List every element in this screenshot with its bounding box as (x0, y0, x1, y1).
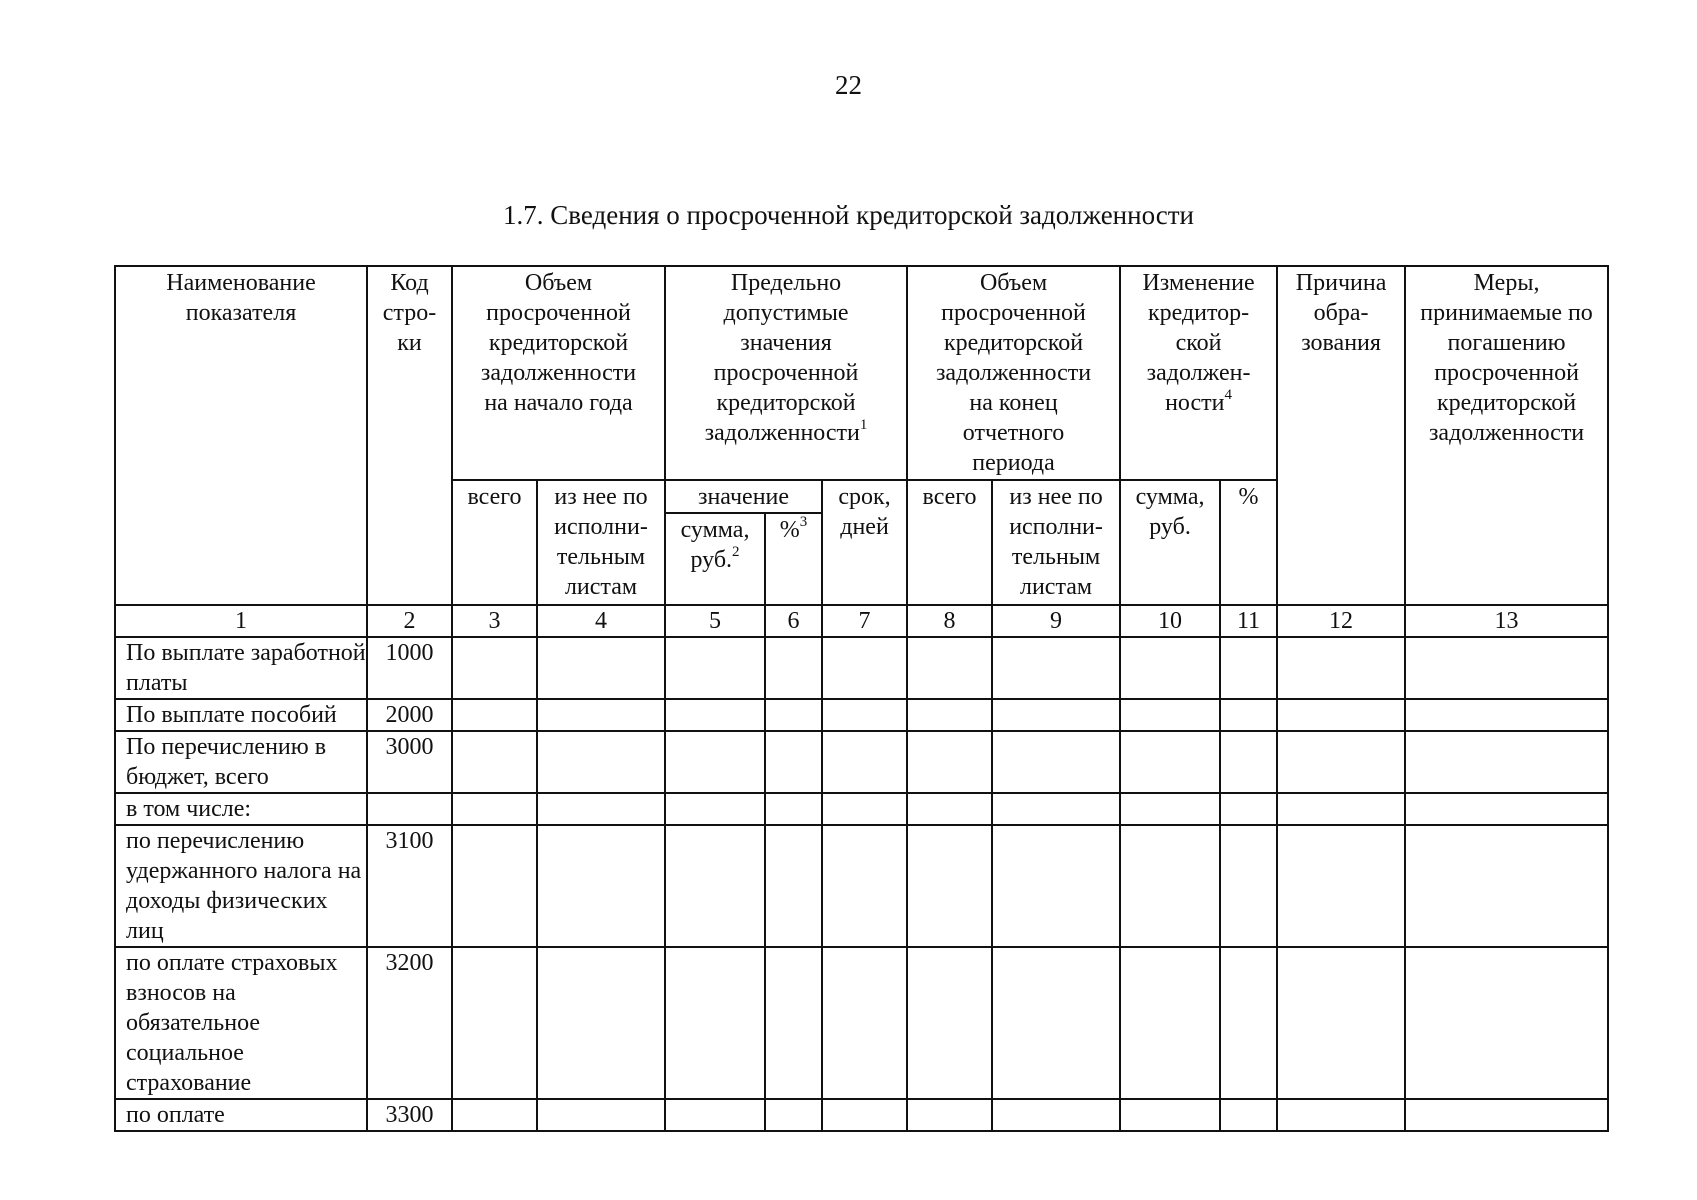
data-cell[interactable] (1120, 793, 1220, 825)
column-number: 10 (1120, 605, 1220, 637)
column-number: 1 (115, 605, 367, 637)
data-cell[interactable] (992, 699, 1120, 731)
data-cell[interactable] (822, 1099, 907, 1131)
data-cell[interactable] (1277, 637, 1405, 699)
data-cell[interactable] (1277, 793, 1405, 825)
header-total-end: всего (907, 480, 992, 605)
header-change-sum: сумма, руб. (1120, 480, 1220, 605)
header-percent: %$^3$ (765, 513, 822, 605)
data-cell[interactable] (1405, 825, 1608, 947)
row-name: в том числе: (115, 793, 367, 825)
row-code: 3100 (367, 825, 452, 947)
data-cell[interactable] (452, 699, 537, 731)
row-code: 1000 (367, 637, 452, 699)
header-value: значение (665, 480, 822, 513)
header-change-percent: % (1220, 480, 1277, 605)
data-cell[interactable] (992, 793, 1120, 825)
data-cell[interactable] (907, 699, 992, 731)
data-cell[interactable] (1220, 1099, 1277, 1131)
data-cell[interactable] (452, 1099, 537, 1131)
data-cell[interactable] (992, 1099, 1120, 1131)
row-code: 2000 (367, 699, 452, 731)
data-cell[interactable] (822, 793, 907, 825)
data-cell[interactable] (822, 731, 907, 793)
data-cell[interactable] (665, 637, 765, 699)
header-term: срок, дней (822, 480, 907, 605)
table-row (115, 637, 1608, 699)
header-change: Изменение кредитор-ской задолжен-ности$^4$ (1120, 266, 1277, 480)
data-cell[interactable] (1220, 947, 1277, 1099)
header-sum: сумма, руб.$^2$ (665, 513, 765, 605)
data-cell[interactable] (1277, 1099, 1405, 1131)
data-cell[interactable] (1220, 793, 1277, 825)
data-cell[interactable] (992, 637, 1120, 699)
data-cell[interactable] (537, 1099, 665, 1131)
data-cell[interactable] (907, 731, 992, 793)
data-cell[interactable] (1277, 731, 1405, 793)
table-row (115, 1099, 1608, 1131)
data-cell[interactable] (907, 793, 992, 825)
header-name: Наименование показателя (115, 266, 367, 605)
header-exec-sheets-end: из нее по исполни-тельным листам (992, 480, 1120, 605)
row-code: 3000 (367, 731, 452, 793)
column-number: 3 (452, 605, 537, 637)
header-volume-end: Объем просроченной кредиторской задолженности на конец отчетного периода (907, 266, 1120, 480)
data-cell[interactable] (452, 637, 537, 699)
data-cell[interactable] (765, 825, 822, 947)
data-cell[interactable] (1120, 825, 1220, 947)
data-cell[interactable] (665, 1099, 765, 1131)
header-limit: Предельно допустимые значения просроченной кредиторской задолженности$^1$ (665, 266, 907, 480)
row-name: по оплате (115, 1099, 367, 1131)
data-cell[interactable] (822, 825, 907, 947)
data-cell[interactable] (1120, 637, 1220, 699)
data-cell[interactable] (1120, 731, 1220, 793)
footnote-1: 1 (859, 417, 868, 433)
data-cell[interactable] (665, 825, 765, 947)
data-cell[interactable] (537, 793, 665, 825)
table-row (115, 731, 1608, 793)
column-number: 4 (537, 605, 665, 637)
footnote-2: 2 (732, 544, 740, 560)
data-cell[interactable] (1220, 699, 1277, 731)
page-number: 22 (835, 70, 862, 100)
data-cell[interactable] (907, 825, 992, 947)
row-name: По перечислению в бюджет, всего (115, 731, 367, 793)
table-row (115, 699, 1608, 731)
data-cell[interactable] (822, 699, 907, 731)
data-cell[interactable] (992, 825, 1120, 947)
data-cell[interactable] (1220, 637, 1277, 699)
column-number: 11 (1220, 605, 1277, 637)
data-cell[interactable] (765, 1099, 822, 1131)
data-cell[interactable] (1405, 793, 1608, 825)
data-cell[interactable] (992, 731, 1120, 793)
column-numbers-row (115, 605, 1608, 637)
data-cell[interactable] (537, 699, 665, 731)
table-row (115, 825, 1608, 947)
data-cell[interactable] (452, 731, 537, 793)
data-cell[interactable] (1220, 825, 1277, 947)
header-measures: Меры, принимаемые по погашению просроченной кредиторской задолженности (1405, 266, 1608, 605)
data-cell[interactable] (907, 637, 992, 699)
data-cell[interactable] (765, 947, 822, 1099)
header-volume-start: Объем просроченной кредиторской задолженности на начало года (452, 266, 665, 480)
column-number: 9 (992, 605, 1120, 637)
data-cell[interactable] (822, 637, 907, 699)
column-number: 12 (1277, 605, 1405, 637)
data-cell[interactable] (1120, 699, 1220, 731)
data-cell[interactable] (665, 699, 765, 731)
header-reason: Причина обра-зования (1277, 266, 1405, 605)
table-header (114, 265, 1609, 606)
row-name: по оплате страховых взносов на обязательное социальное страхование (115, 947, 367, 1099)
row-code: 3200 (367, 947, 452, 1099)
data-cell[interactable] (1405, 947, 1608, 1099)
data-cell[interactable] (1277, 825, 1405, 947)
data-cell[interactable] (907, 947, 992, 1099)
data-cell[interactable] (1120, 947, 1220, 1099)
footnote-3: 3 (799, 514, 808, 530)
data-cell[interactable] (452, 825, 537, 947)
row-name: По выплате заработной платы (115, 637, 367, 699)
data-cell[interactable] (665, 793, 765, 825)
data-cell[interactable] (765, 793, 822, 825)
table-row (115, 947, 1608, 1099)
data-cell[interactable] (765, 699, 822, 731)
data-cell[interactable] (1405, 731, 1608, 793)
data-cell[interactable] (665, 731, 765, 793)
column-number: 7 (822, 605, 907, 637)
header-code: Код стро-ки (367, 266, 452, 605)
data-cell[interactable] (1405, 1099, 1608, 1131)
data-cell[interactable] (537, 731, 665, 793)
data-cell[interactable] (452, 947, 537, 1099)
data-cell[interactable] (822, 947, 907, 1099)
data-cell[interactable] (1120, 1099, 1220, 1131)
data-cell[interactable] (1220, 731, 1277, 793)
data-cell[interactable] (1277, 699, 1405, 731)
data-cell[interactable] (537, 637, 665, 699)
column-number: 13 (1405, 605, 1608, 637)
row-name: По выплате пособий (115, 699, 367, 731)
data-cell[interactable] (452, 793, 537, 825)
column-number: 8 (907, 605, 992, 637)
data-cell[interactable] (1405, 699, 1608, 731)
data-cell[interactable] (665, 947, 765, 1099)
data-cell[interactable] (765, 731, 822, 793)
data-cell[interactable] (992, 947, 1120, 1099)
header-exec-sheets: из нее по исполни-тельным листам (537, 480, 665, 605)
data-cell[interactable] (537, 825, 665, 947)
column-number: 6 (765, 605, 822, 637)
footnote-4: 4 (1224, 387, 1233, 403)
data-cell[interactable] (1277, 947, 1405, 1099)
header-total: всего (452, 480, 537, 605)
row-name: по перечислению удержанного налога на доходы физических лиц (115, 825, 367, 947)
column-number: 2 (367, 605, 452, 637)
row-code (367, 793, 452, 825)
column-number: 5 (665, 605, 765, 637)
table-row (115, 793, 1608, 825)
data-cell[interactable] (537, 947, 665, 1099)
table-title: 1.7. Сведения о просроченной кредиторской задолженности (503, 200, 1194, 230)
data-cell[interactable] (765, 637, 822, 699)
table-body (114, 604, 1609, 1132)
data-cell[interactable] (907, 1099, 992, 1131)
data-cell[interactable] (1405, 637, 1608, 699)
row-code: 3300 (367, 1099, 452, 1131)
